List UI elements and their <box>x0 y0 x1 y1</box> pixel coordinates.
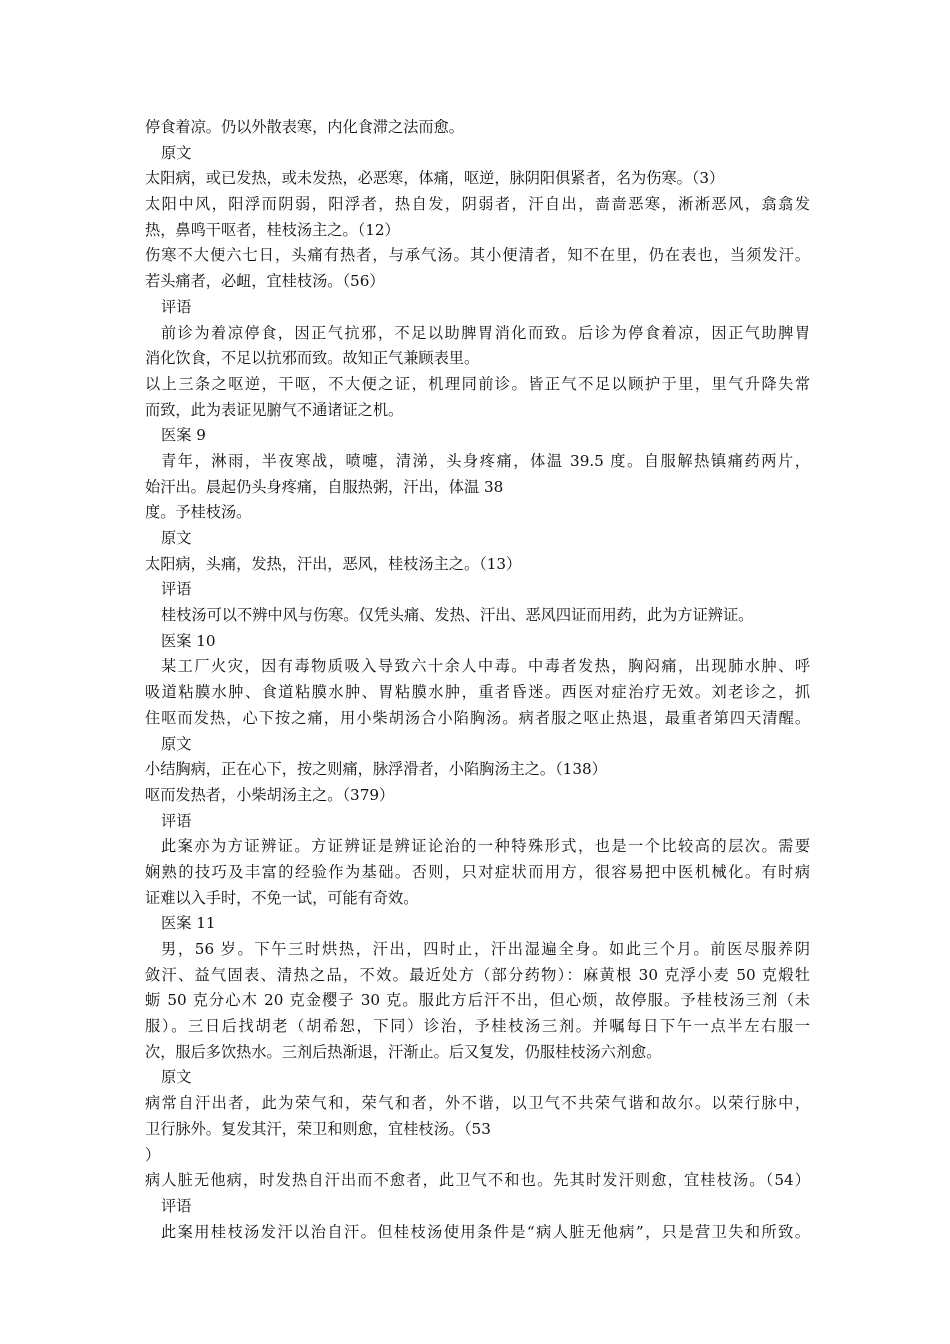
text-line: 服）。三日后找胡老（胡希恕，下同）诊治，予桂枝汤三剂。并嘱每日下午一点半左右服一 <box>145 1017 810 1036</box>
text-line: 热，鼻鸣干呕者，桂枝汤主之。（12） <box>145 220 400 239</box>
text-line: 证难以入手时，不免一试，可能有奇效。 <box>145 888 419 907</box>
text-line: 小结胸病，正在心下，按之则痛，脉浮滑者，小陷胸汤主之。（138） <box>145 760 607 779</box>
text-line: 而致，此为表证见腑气不通诸证之机。 <box>145 400 404 419</box>
text-line: 原文 <box>161 529 192 547</box>
text-line: 伤寒不大便六七日，头痛有热者，与承气汤。其小便清者，知不在里，仍在表也，当须发汗。 <box>145 246 810 265</box>
text-line: 吸道粘膜水肿、食道粘膜水肿、胃粘膜水肿，重者昏迷。西医对症治疗无效。刘老诊之，抓 <box>145 683 810 702</box>
text-line: 某工厂火灾，因有毒物质吸入导致六十余人中毒。中毒者发热，胸闷痛，出现肺水肿、呼 <box>161 657 810 676</box>
text-line: 住呕而发热，心下按之痛，用小柴胡汤合小陷胸汤。病者服之呕止热退，最重者第四天清醒。 <box>145 708 810 727</box>
text-line: 停食着凉。仍以外散表寒，内化食滞之法而愈。 <box>145 118 464 136</box>
text-line: 医案 10 <box>161 631 216 650</box>
text-line: 太阳中风，阳浮而阴弱，阳浮者，热自发，阴弱者，汗自出，啬啬恶寒，淅淅恶风，翕翕发 <box>145 195 810 214</box>
text-line: 男，56 岁。下午三时烘热，汗出，四时止，汗出湿遍全身。如此三个月。前医尽服养阴 <box>161 940 810 958</box>
text-line: 呕而发热者，小柴胡汤主之。（379） <box>145 785 395 804</box>
text-line: 原文 <box>161 1068 192 1087</box>
text-line: 原文 <box>161 143 192 162</box>
text-line: 医案 11 <box>161 914 216 933</box>
document-page <box>145 115 810 1245</box>
text-line: ） <box>145 1145 161 1164</box>
text-line: 蛎 50 克分心木 20 克金樱子 30 克。服此方后汗不出，但心烦，故停服。予桂枝汤三剂（未 <box>145 991 810 1010</box>
text-line: 此案用桂枝汤发汗以治自汗。但桂枝汤使用条件是“病人脏无他病”，只是营卫失和所致。 <box>161 1222 810 1241</box>
text-line: 病常自汗出者，此为荣气和，荣气和者，外不谐，以卫气不共荣气谐和故尔。以荣行脉中， <box>145 1094 810 1113</box>
text-line: 消化饮食，不足以抗邪而致。故知正气兼顾表里。 <box>145 349 480 368</box>
text-line: 始汗出。晨起仍头身疼痛，自服热粥，汗出，体温 38 <box>145 477 504 496</box>
text-line: 评语 <box>161 811 192 830</box>
text-line: 医案 9 <box>161 426 206 445</box>
text-line: 太阳病，或已发热，或未发热，必恶寒，体痛，呕逆，脉阴阳俱紧者，名为伤寒。（3） <box>145 169 725 188</box>
text-line: 评语 <box>161 297 192 316</box>
text-line: 前诊为着凉停食，因正气抗邪，不足以助脾胃消化而致。后诊为停食着凉，因正气助脾胃 <box>161 323 810 342</box>
text-line: 桂枝汤可以不辨中风与伤寒。仅凭头痛、发热、汗出、恶风四证而用药，此为方证辨证。 <box>161 606 754 625</box>
text-line: 以上三条之呕逆，干呕，不大便之证，机理同前诊。皆正气不足以顾护于里，里气升降失常 <box>145 374 810 393</box>
text-line: 评语 <box>161 1196 192 1215</box>
text-line: 原文 <box>161 734 192 753</box>
text-line: 度。予桂枝汤。 <box>145 503 252 522</box>
text-line: 评语 <box>161 580 192 599</box>
text-line: 次，服后多饮热水。三剂后热渐退，汗渐止。后又复发，仍服桂枝汤六剂愈。 <box>145 1042 662 1061</box>
text-line: 若头痛者，必衄，宜桂枝汤。（56） <box>145 272 385 291</box>
text-line: 太阳病，头痛，发热，汗出，恶风，桂枝汤主之。（13） <box>145 554 522 573</box>
text-line: 娴熟的技巧及丰富的经验作为基础。否则，只对症状而用方，很容易把中医机械化。有时病 <box>145 862 810 881</box>
text-line: 敛汗、益气固表、清热之品，不效。最近处方（部分药物）：麻黄根 30 克浮小麦 50 克煅牡 <box>145 965 810 984</box>
text-line: 此案亦为方证辨证。方证辨证是辨证论治的一种特殊形式，也是一个比较高的层次。需要 <box>161 837 810 856</box>
text-line: 卫行脉外。复发其汗，荣卫和则愈，宜桂枝汤。（53 <box>145 1119 491 1138</box>
text-line: 病人脏无他病，时发热自汗出而不愈者，此卫气不和也。先其时发汗则愈，宜桂枝汤。（54） <box>145 1171 810 1190</box>
text-line: 青年，淋雨，半夜寒战，喷嚏，清涕，头身疼痛，体温 39.5 度。自服解热镇痛药两片， <box>161 451 810 470</box>
